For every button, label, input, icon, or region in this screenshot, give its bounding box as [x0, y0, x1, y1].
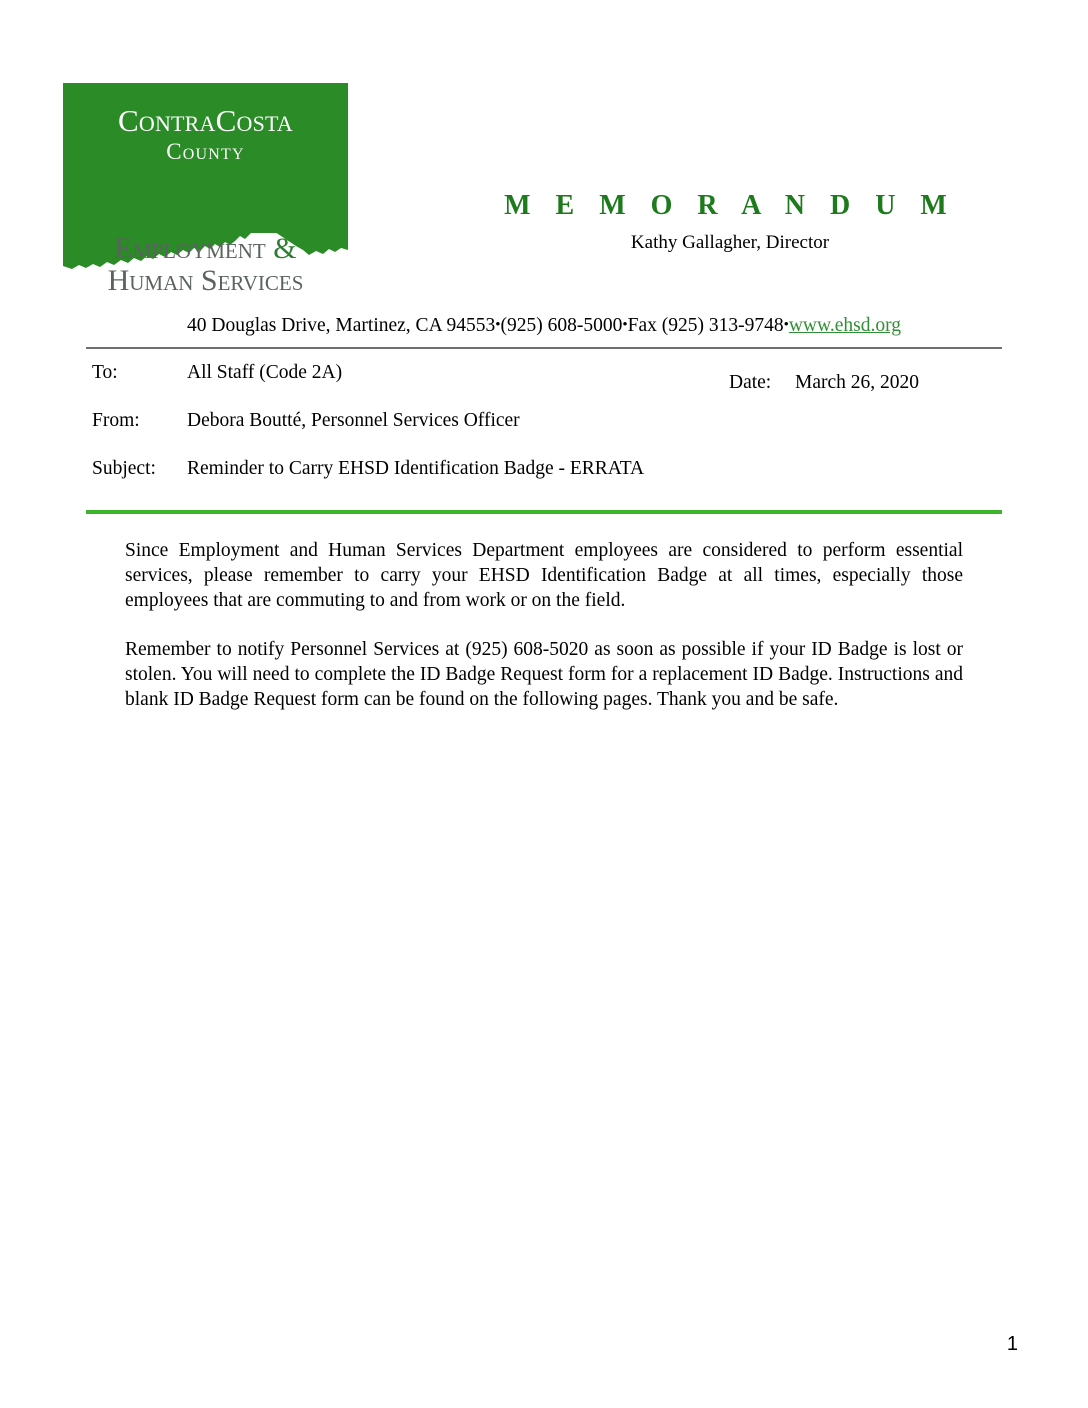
- date-value: March 26, 2020: [795, 372, 920, 393]
- body-paragraph-1: Since Employment and Human Services Department employees are considered to perform essential services, please remember to carry your EHSD Identification Badge at all times, especially those employees that are commuting to and from work or on the field.: [125, 540, 963, 611]
- page-number: 1: [1006, 1333, 1018, 1355]
- subject-value: Reminder to Carry EHSD Identification Badge - ERRATA: [187, 458, 645, 479]
- field-row-from: [92, 410, 1008, 458]
- to-label: To:: [92, 362, 118, 383]
- logo-dept-line-1: [63, 233, 348, 265]
- address-separator-2: •: [622, 317, 628, 333]
- logo-dept-line-2: Human Services: [107, 264, 304, 298]
- address-separator-1: •: [495, 317, 501, 333]
- body-divider-green: [86, 510, 1002, 514]
- from-value: Debora Boutté, Personnel Services Officer: [187, 410, 520, 431]
- from-label: From:: [92, 410, 140, 431]
- logo-county-name: ContraCosta: [117, 103, 294, 138]
- website-link[interactable]: www.ehsd.org: [788, 315, 901, 336]
- address-line: [86, 315, 1002, 337]
- header-divider-gray: [86, 347, 1002, 349]
- director-name: Kathy Gallagher, Director: [630, 232, 830, 253]
- memo-fields: [92, 362, 1008, 506]
- to-value: All Staff (Code 2A): [187, 362, 343, 383]
- body-paragraph-2: Remember to notify Personnel Services at (925) 608-5020 as soon as possible if your ID Badge is lost or stolen. You will need to complete the ID Badge Request form for a replacement ID Badge. Instructions and blank ID Badge Request form can be found on the following pages. Thank you and be safe.: [125, 639, 963, 710]
- address-street: 40 Douglas Drive, Martinez, CA 94553: [187, 315, 496, 336]
- address-fax: Fax (925) 313-9748: [627, 315, 784, 336]
- logo-department-name: [63, 233, 348, 298]
- letterhead: [0, 0, 1088, 336]
- date-label: Date:: [729, 372, 772, 393]
- ehsd-logo: [63, 83, 348, 298]
- subject-label: Subject:: [92, 458, 156, 479]
- field-row-to: [92, 362, 1008, 410]
- address-phone: (925) 608-5000: [500, 315, 623, 336]
- logo-dept-ampersand: &: [273, 232, 297, 265]
- logo-county-word: County: [166, 139, 245, 164]
- logo-dept-employment: Employment: [114, 232, 274, 265]
- memo-body: [125, 538, 963, 712]
- field-row-subject: [92, 458, 1008, 506]
- address-separator-3: •: [783, 317, 789, 333]
- page-title: M E M O R A N D U M: [504, 190, 956, 221]
